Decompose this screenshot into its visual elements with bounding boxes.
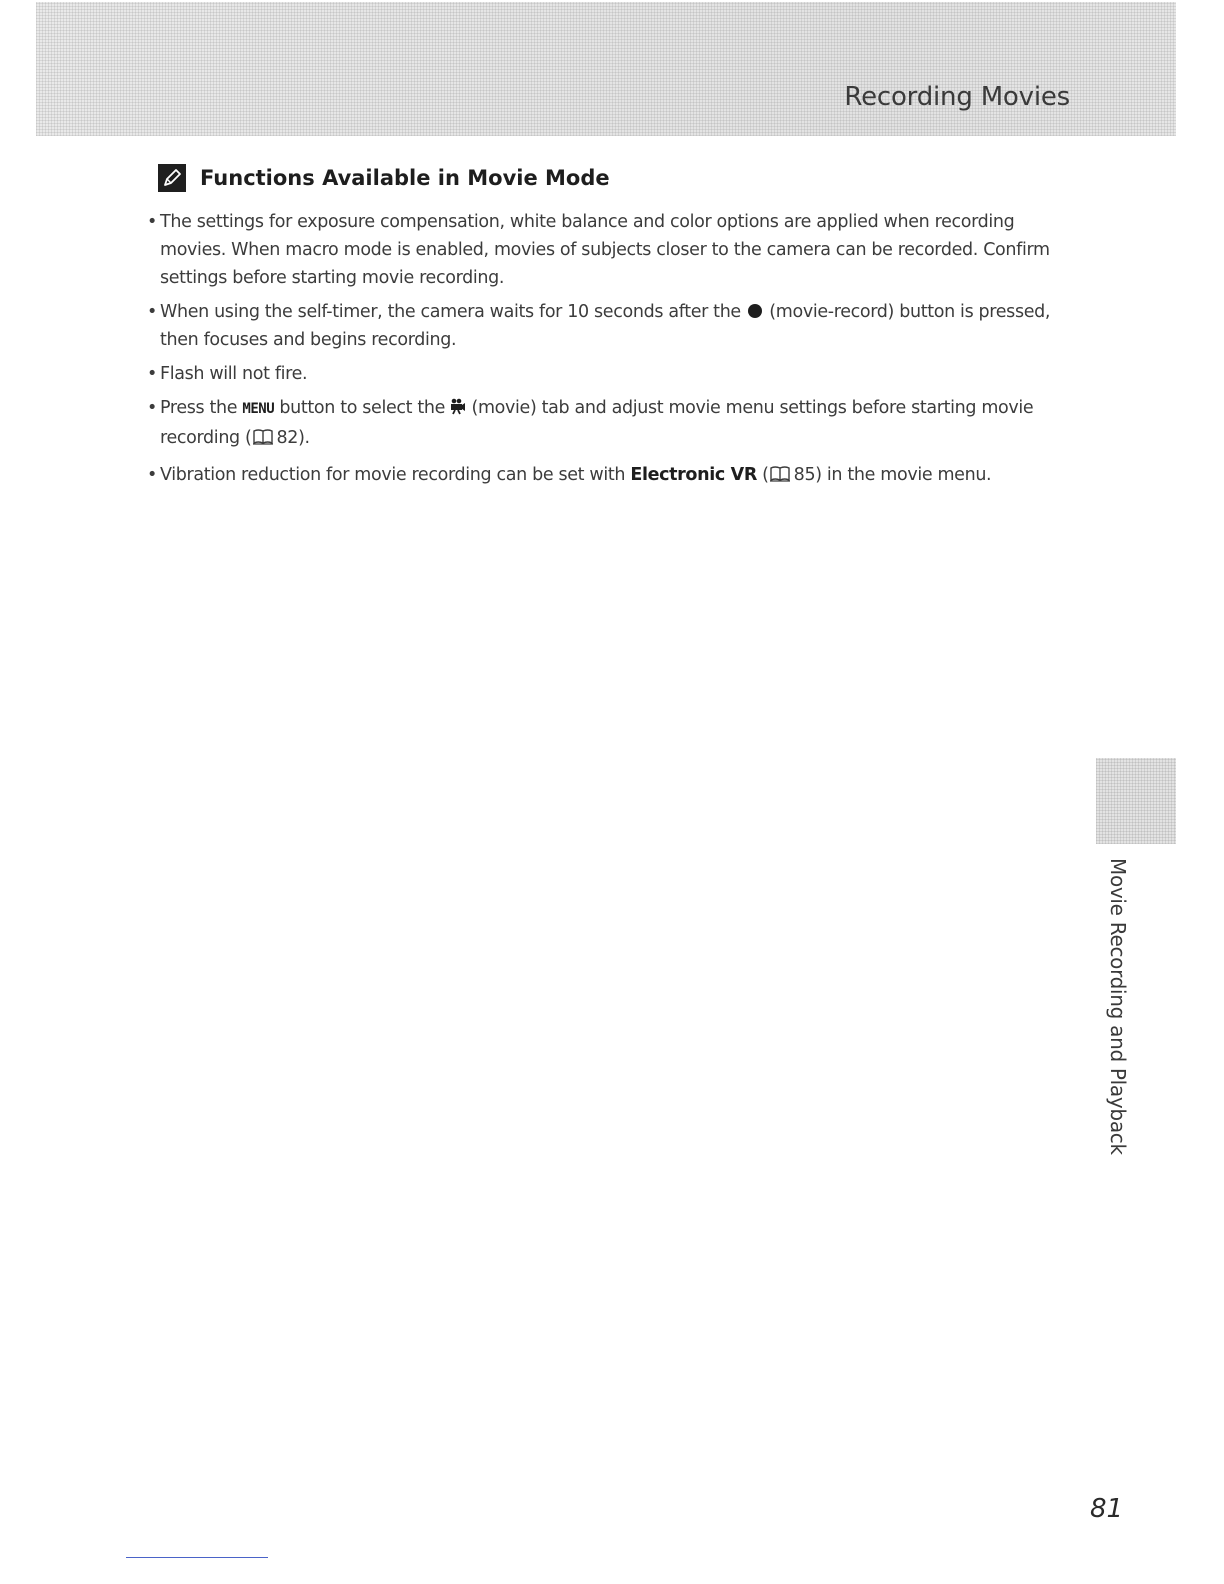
bullet-text: Press the [160,398,238,418]
bullet-text: Vibration reduction for movie recording can be set with [160,465,626,485]
page-reference: 85) in the movie menu. [793,465,992,485]
bullet-text: (movie-record) button is pressed, then focuses and begins recording. [160,302,1051,350]
electronic-vr-term: Electronic VR [630,465,757,485]
book-reference-icon [769,464,791,492]
page-reference: 82). [276,428,310,448]
list-item [147,461,1078,492]
bullet-marker: • [147,212,157,232]
bullet-text: When using the self-timer, the camera waits for 10 seconds after the [160,302,741,322]
movie-record-button-icon [748,304,762,318]
bullet-text: The settings for exposure compensation, white balance and color options are applied when recording movies. When macro mode is enabled, movies of subjects closer to the camera can be recorded. Confirm settings before starting movie recording. [160,212,1050,288]
footer-rule [126,1557,268,1558]
bullet-text: (movie) tab and adjust movie menu settings before starting movie recording ( [160,398,1034,448]
bullet-marker: • [147,465,157,485]
note-heading [158,164,610,192]
bullet-marker: • [147,302,157,322]
section-title: Recording Movies [844,82,1070,112]
bullet-text: Flash will not fire. [160,364,308,384]
list-item [147,394,1078,455]
bullet-marker: • [147,364,157,384]
list-item [147,208,1078,292]
header-band [36,2,1176,136]
list-item [147,298,1078,354]
bullet-text: ( [762,465,769,485]
side-tab-label: Movie Recording and Playback [1106,858,1130,1155]
page-number: 81 [1090,1494,1124,1524]
menu-button-label: MENU [242,401,275,417]
movie-tab-icon [450,396,466,424]
note-bullet-list [147,208,1078,498]
pencil-note-icon [158,164,186,192]
note-title: Functions Available in Movie Mode [200,166,610,190]
side-tab-block [1096,758,1176,844]
book-reference-icon [252,427,274,455]
bullet-text: button to select the [279,398,446,418]
list-item [147,360,1078,388]
bullet-marker: • [147,398,157,418]
